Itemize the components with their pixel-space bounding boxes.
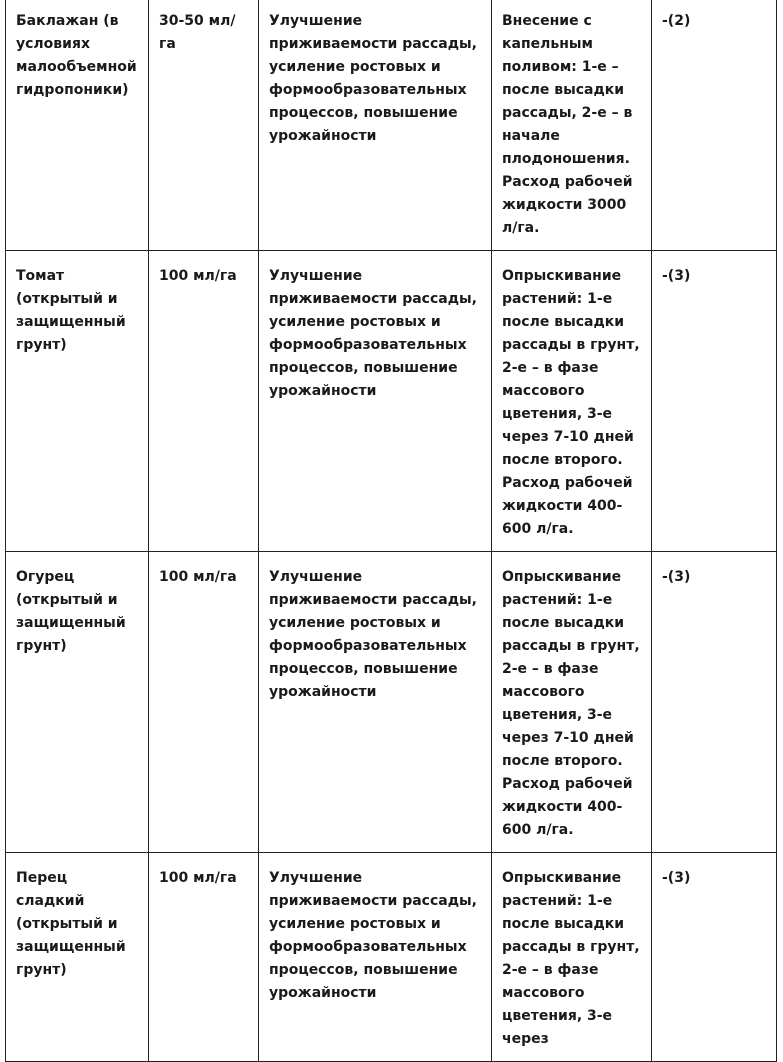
- application-table: [5, 0, 777, 1062]
- purpose-text: Улучшение приживаемости рассады, усиление ростовых и формообразовательных процессов, повышение урожайности: [269, 13, 478, 144]
- culture-text: Баклажан (в условиях малообъемной гидропоники): [16, 13, 137, 98]
- purpose-cell: [259, 853, 492, 1062]
- term-text: -(2): [662, 13, 691, 29]
- term-text: -(3): [662, 569, 691, 585]
- dose-text: 30-50 мл/га: [159, 13, 236, 52]
- culture-text: Огурец (открытый и защищенный грунт): [16, 569, 126, 654]
- dose-text: 100 мл/га: [159, 268, 237, 284]
- dose-text: 100 мл/га: [159, 569, 237, 585]
- table-row: [6, 0, 777, 251]
- dose-text: 100 мл/га: [159, 870, 237, 886]
- dose-cell: [149, 0, 259, 251]
- culture-cell: [6, 0, 149, 251]
- term-cell: [652, 853, 777, 1062]
- purpose-text: Улучшение приживаемости рассады, усиление ростовых и формообразовательных процессов, повышение урожайности: [269, 569, 478, 700]
- purpose-text: Улучшение приживаемости рассады, усиление ростовых и формообразовательных процессов, повышение урожайности: [269, 870, 478, 1001]
- culture-text: Перец сладкий (открытый и защищенный грунт): [16, 870, 126, 978]
- purpose-cell: [259, 0, 492, 251]
- method-cell: [492, 853, 652, 1062]
- purpose-cell: [259, 251, 492, 552]
- term-text: -(3): [662, 268, 691, 284]
- dose-cell: [149, 853, 259, 1062]
- application-table-wrapper: [5, 0, 777, 1062]
- term-text: -(3): [662, 870, 691, 886]
- purpose-cell: [259, 552, 492, 853]
- culture-cell: [6, 552, 149, 853]
- method-text: Опрыскивание растений: 1-е после высадки рассады в грунт, 2-е – в фазе массового цветения, 3-е через: [502, 870, 640, 1047]
- dose-cell: [149, 552, 259, 853]
- method-cell: [492, 0, 652, 251]
- table-row: [6, 552, 777, 853]
- method-text: Опрыскивание растений: 1-е после высадки рассады в грунт, 2-е – в фазе массового цветения, 3-е через 7-10 дней после второго. Расход рабочей жидкости 400-600 л/га.: [502, 268, 640, 537]
- table-row: [6, 853, 777, 1062]
- purpose-text: Улучшение приживаемости рассады, усиление ростовых и формообразовательных процессов, повышение урожайности: [269, 268, 478, 399]
- term-cell: [652, 552, 777, 853]
- term-cell: [652, 251, 777, 552]
- term-cell: [652, 0, 777, 251]
- method-cell: [492, 251, 652, 552]
- table-row: [6, 251, 777, 552]
- culture-cell: [6, 251, 149, 552]
- method-text: Внесение с капельным поливом: 1-е – после высадки рассады, 2-е – в начале плодоношения. Расход рабочей жидкости 3000 л/га.: [502, 13, 633, 236]
- method-text: Опрыскивание растений: 1-е после высадки рассады в грунт, 2-е – в фазе массового цветения, 3-е через 7-10 дней после второго. Расход рабочей жидкости 400-600 л/га.: [502, 569, 640, 838]
- culture-text: Томат (открытый и защищенный грунт): [16, 268, 126, 353]
- method-cell: [492, 552, 652, 853]
- culture-cell: [6, 853, 149, 1062]
- dose-cell: [149, 251, 259, 552]
